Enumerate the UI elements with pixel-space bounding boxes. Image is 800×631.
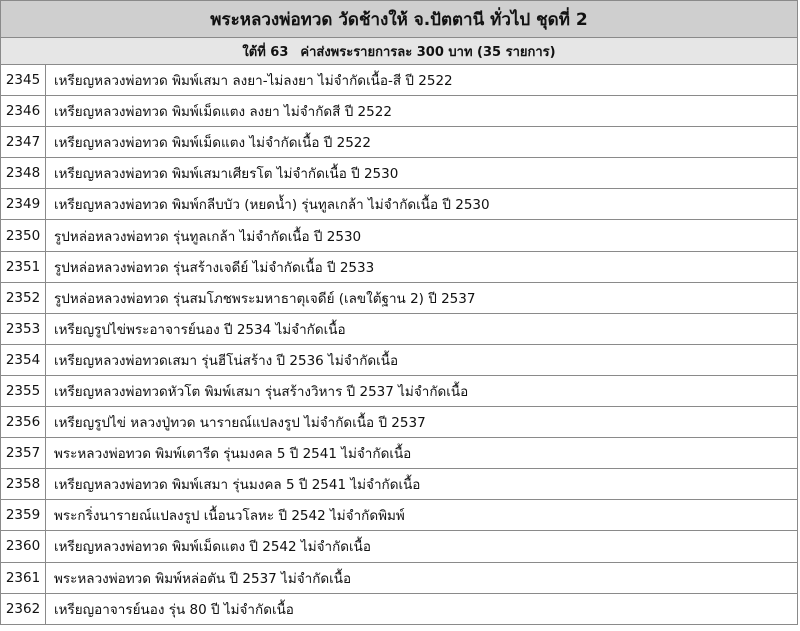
item-number: 2350 [1,220,46,251]
item-description: เหรียญหลวงพ่อทวด พิมพ์เม็ดแตง ลงยา ไม่จำกัดสี ปี 2522 [46,96,798,127]
item-number: 2360 [1,531,46,562]
section-code: ใต้ที่ 63 [242,44,289,60]
item-number: 2349 [1,189,46,220]
item-description: เหรียญหลวงพ่อทวด พิมพ์เสมา ลงยา-ไม่ลงยา ไม่จำกัดเนื้อ-สี ปี 2522 [46,65,798,96]
item-number: 2351 [1,251,46,282]
item-number: 2345 [1,65,46,96]
table-row [1,562,797,593]
item-description: รูปหล่อหลวงพ่อทวด รุ่นสมโภชพระมหาธาตุเจดีย์ (เลขใต้ฐาน 2) ปี 2537 [46,282,798,313]
item-number: 2348 [1,158,46,189]
item-number: 2359 [1,500,46,531]
item-description: เหรียญหลวงพ่อทวด พิมพ์เม็ดแตง ปี 2542 ไม่จำกัดเนื้อ [46,531,798,562]
item-description: เหรียญรูปไข่พระอาจารย์นอง ปี 2534 ไม่จำกัดเนื้อ [46,313,798,344]
table-row [1,500,797,531]
item-number: 2362 [1,593,46,624]
item-number: 2355 [1,375,46,406]
item-description: รูปหล่อหลวงพ่อทวด รุ่นสร้างเจดีย์ ไม่จำกัดเนื้อ ปี 2533 [46,251,798,282]
item-description: เหรียญอาจารย์นอง รุ่น 80 ปี ไม่จำกัดเนื้อ [46,593,798,624]
item-description: เหรียญรูปไข่ หลวงปู่ทวด นารายณ์แปลงรูป ไม่จำกัดเนื้อ ปี 2537 [46,407,798,438]
table-row [1,189,797,220]
item-number: 2346 [1,96,46,127]
section-subtitle [1,38,797,65]
item-description: เหรียญหลวงพ่อทวด พิมพ์เสมาเศียรโต ไม่จำกัดเนื้อ ปี 2530 [46,158,798,189]
table-row [1,469,797,500]
item-description: เหรียญหลวงพ่อทวด พิมพ์เม็ดแตง ไม่จำกัดเนื้อ ปี 2522 [46,127,798,158]
table-row [1,438,797,469]
fee-note: ค่าส่งพระรายการละ 300 บาท (35 รายการ) [300,44,556,60]
table-row [1,313,797,344]
table-row [1,282,797,313]
item-number: 2361 [1,562,46,593]
item-number: 2358 [1,469,46,500]
table-row [1,220,797,251]
item-description: พระกริ่งนารายณ์แปลงรูป เนื้อนวโลหะ ปี 2542 ไม่จำกัดพิมพ์ [46,500,798,531]
item-number: 2353 [1,313,46,344]
item-description: พระหลวงพ่อทวด พิมพ์เตารีด รุ่นมงคล 5 ปี 2541 ไม่จำกัดเนื้อ [46,438,798,469]
item-number: 2354 [1,344,46,375]
item-description: เหรียญหลวงพ่อทวดเสมา รุ่นฮีโน่สร้าง ปี 2536 ไม่จำกัดเนื้อ [46,344,798,375]
table-row [1,251,797,282]
table-row [1,593,797,624]
item-number: 2352 [1,282,46,313]
item-number: 2357 [1,438,46,469]
table-row [1,65,797,96]
table-row [1,531,797,562]
item-description: เหรียญหลวงพ่อทวด พิมพ์เสมา รุ่นมงคล 5 ปี 2541 ไม่จำกัดเนื้อ [46,469,798,500]
table-row [1,375,797,406]
item-description: รูปหล่อหลวงพ่อทวด รุ่นทูลเกล้า ไม่จำกัดเนื้อ ปี 2530 [46,220,798,251]
item-description: พระหลวงพ่อทวด พิมพ์หล่อตัน ปี 2537 ไม่จำกัดเนื้อ [46,562,798,593]
item-number: 2356 [1,407,46,438]
item-description: เหรียญหลวงพ่อทวด พิมพ์กลีบบัว (หยดน้ำ) รุ่นทูลเกล้า ไม่จำกัดเนื้อ ปี 2530 [46,189,798,220]
item-description: เหรียญหลวงพ่อทวดหัวโต พิมพ์เสมา รุ่นสร้างวิหาร ปี 2537 ไม่จำกัดเนื้อ [46,375,798,406]
table-row [1,407,797,438]
items-table [1,65,797,625]
table-row [1,127,797,158]
table-row [1,96,797,127]
table-row [1,344,797,375]
item-number: 2347 [1,127,46,158]
page-title: พระหลวงพ่อทวด วัดช้างให้ จ.ปัตตานี ทั่วไป ชุดที่ 2 [1,0,797,38]
table-row [1,158,797,189]
